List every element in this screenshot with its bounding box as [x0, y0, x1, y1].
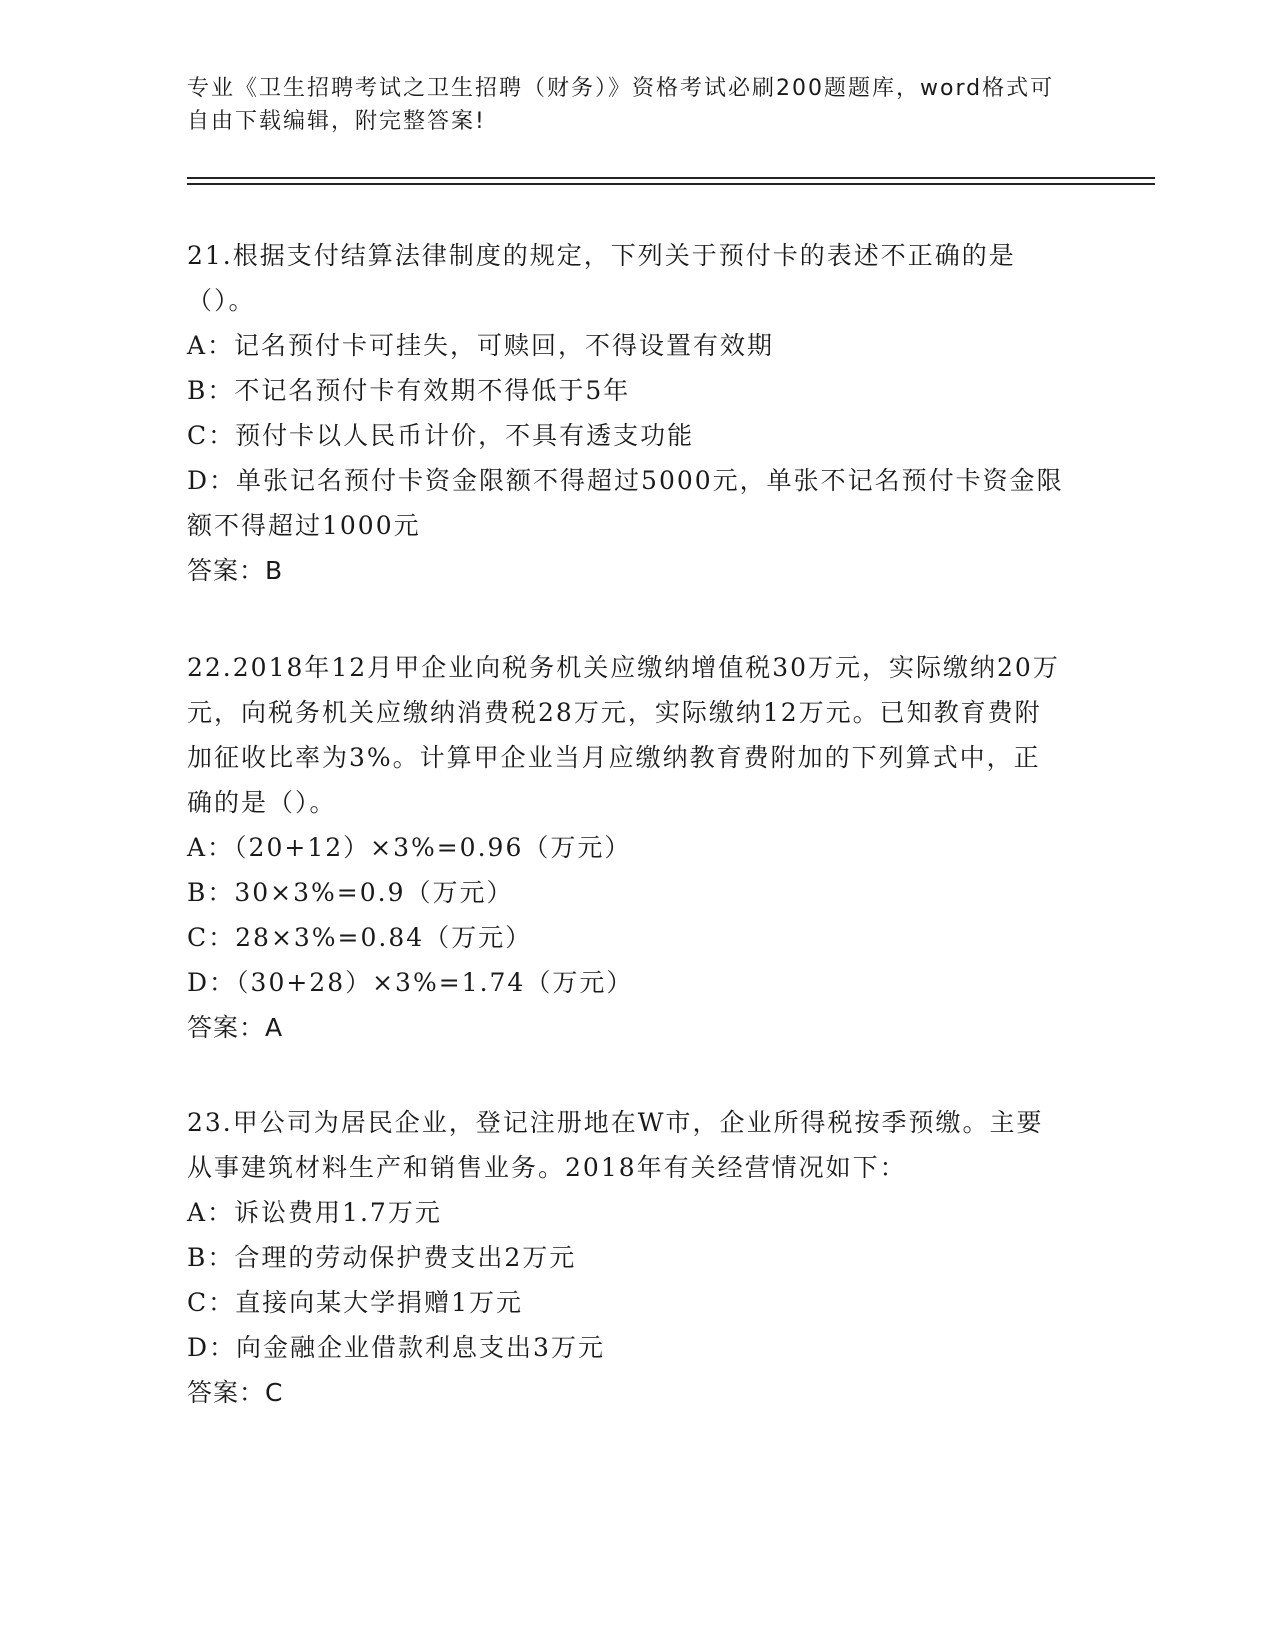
option-d: D：（30+28）×3%=1.74（万元）	[187, 968, 634, 997]
option-a: A：（20+12）×3%=0.96（万元）	[187, 833, 632, 862]
question-21	[187, 233, 1067, 593]
option-a: A：记名预付卡可挂失，可赎回，不得设置有效期	[187, 331, 775, 360]
option-c: C：28×3%=0.84（万元）	[187, 923, 533, 952]
question-stem: 23.甲公司为居民企业，登记注册地在W市，企业所得税按季预缴。主要从事建筑材料生产和销售业务。2018年有关经营情况如下：	[187, 1108, 1044, 1182]
answer: 答案：A	[187, 1013, 284, 1042]
option-d: D：向金融企业借款利息支出3万元	[187, 1333, 605, 1362]
answer: 答案：C	[187, 1378, 284, 1407]
option-b: B：30×3%=0.9（万元）	[187, 878, 514, 907]
header-divider-top	[187, 177, 1155, 179]
option-d: D：单张记名预付卡资金限额不得超过5000元，单张不记名预付卡资金限额不得超过1000元	[187, 466, 1064, 540]
option-b: B：合理的劳动保护费支出2万元	[187, 1243, 577, 1272]
option-c: C：直接向某大学捐赠1万元	[187, 1288, 524, 1317]
question-22	[187, 645, 1067, 1050]
question-stem: 21.根据支付结算法律制度的规定，下列关于预付卡的表述不正确的是（）。	[187, 241, 1016, 315]
option-c: C：预付卡以人民币计价，不具有透支功能	[187, 421, 695, 450]
option-a: A：诉讼费用1.7万元	[187, 1198, 442, 1227]
question-stem: 22.2018年12月甲企业向税务机关应缴纳增值税30万元，实际缴纳20万元，向税务机关应缴纳消费税28万元，实际缴纳12万元。已知教育费附加征收比率为3%。计算甲企业当月应缴纳教育费附加的下列算式中，正确的是（）。	[187, 653, 1060, 817]
answer: 答案：B	[187, 556, 284, 585]
option-b: B：不记名预付卡有效期不得低于5年	[187, 376, 631, 405]
question-23	[187, 1100, 1067, 1415]
header-divider-bottom	[187, 183, 1155, 185]
document-header: 专业《卫生招聘考试之卫生招聘（财务）》资格考试必刷200题题库，word格式可自由下载编辑，附完整答案!	[187, 76, 1055, 134]
